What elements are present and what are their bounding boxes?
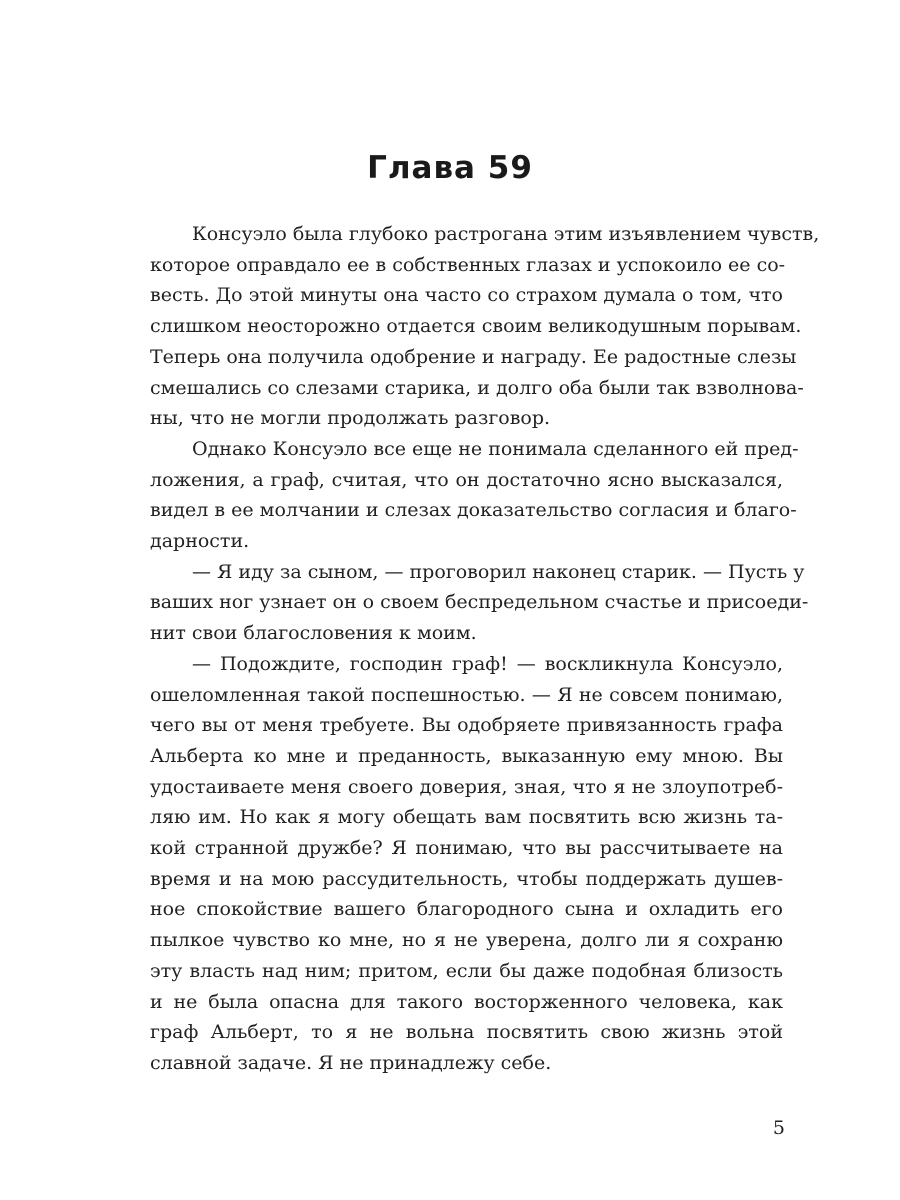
text-line: чего вы от меня требуете. Вы одобряете привязанность графа (150, 714, 783, 737)
text-line: пылкое чувство ко мне, но я не уверена, долго ли я сохраню (150, 929, 783, 952)
text-line: ны, что не могли продолжать разговор. (150, 407, 551, 430)
text-line: ное спокойствие вашего благородного сына и охладить его (150, 898, 783, 921)
text-line: весть. До этой минуты она часто со страхом думала о том, что (150, 284, 783, 307)
text-line: слишком неосторожно отдается своим великодушным порывам. (150, 315, 802, 338)
page-number: 5 (772, 1117, 785, 1139)
text-line: смешались со слезами старика, и долго оба были так взволнова- (150, 376, 804, 399)
text-line: время и на мою рассудительность, чтобы поддержать душев- (150, 867, 783, 890)
text-line: ляю им. Но как я могу обещать вам посвятить всю жизнь та- (150, 806, 783, 829)
text-line: видел в ее молчании и слезах доказательство согласия и благо- (150, 499, 797, 522)
text-line: Альберта ко мне и преданность, выказанную ему мною. Вы (150, 744, 783, 767)
text-line: нит свои благословения к моим. (150, 622, 477, 645)
text-line: ложения, а граф, считая, что он достаточно ясно высказался, (150, 468, 783, 491)
text-line: Однако Консуэло все еще не понимала сделанного ей пред- (192, 437, 799, 460)
text-line: — Я иду за сыном, — проговорил наконец старик. — Пусть у (192, 560, 805, 583)
text-line: ошеломленная такой поспешностью. — Я не совсем понимаю, (150, 683, 783, 706)
chapter-body (150, 219, 820, 1079)
text-line: которое оправдало ее в собственных глазах и успокоило ее со- (150, 253, 786, 276)
text-line: Теперь она получила одобрение и награду. Ее радостные слезы (150, 345, 797, 368)
text-line: ваших ног узнает он о своем беспредельном счастье и присоеди- (150, 591, 809, 614)
text-line: кой странной дружбе? Я понимаю, что вы рассчитываете на (150, 837, 783, 860)
text-line: и не была опасна для такого восторженного человека, как (150, 990, 783, 1013)
text-line: эту власть над ним; притом, если бы даже подобная близость (150, 959, 783, 982)
text-line: Консуэло была глубоко растрогана этим изъявлением чувств, (192, 223, 820, 245)
text-line: — Подождите, господин граф! — воскликнула Консуэло, (192, 652, 783, 675)
text-line: удостаиваете меня своего доверия, зная, что я не злоупотреб- (150, 775, 783, 798)
chapter-title: Глава 59 (367, 150, 533, 186)
text-line: граф Альберт, то я не вольна посвятить свою жизнь этой (150, 1021, 783, 1044)
text-line: дарности. (150, 530, 250, 553)
text-line: славной задаче. Я не принадлежу себе. (150, 1051, 552, 1074)
